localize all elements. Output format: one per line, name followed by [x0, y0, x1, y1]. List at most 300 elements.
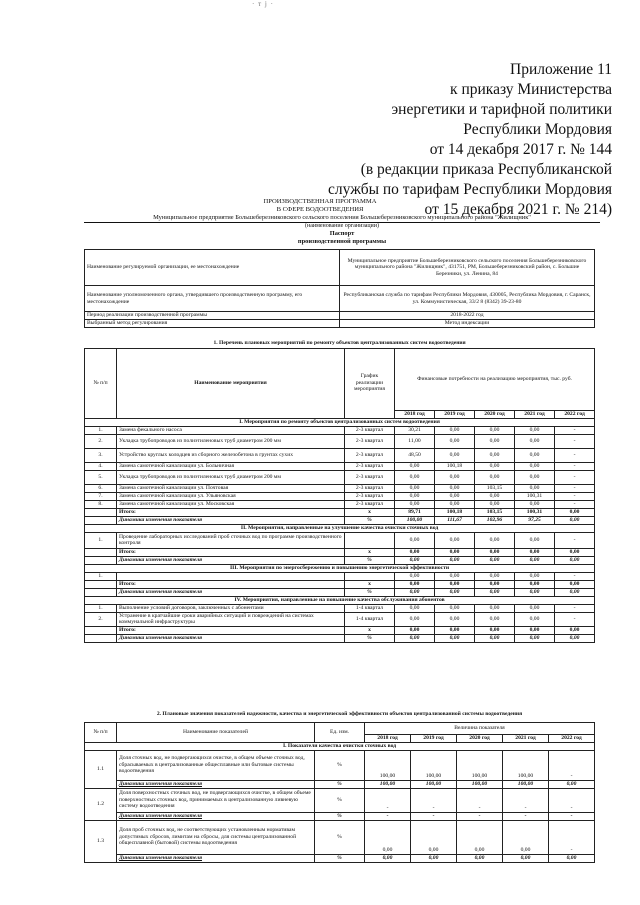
row-number: 4.	[85, 462, 117, 470]
finance-value: 0,00	[395, 612, 435, 626]
finance-value: 0,00	[515, 484, 555, 492]
dynamics-unit: %	[345, 516, 395, 524]
table-row	[85, 320, 595, 328]
finance-value: 0,00	[435, 484, 475, 492]
row-number: 7.	[85, 492, 117, 500]
finance-value: 0,00	[435, 572, 475, 580]
finance-value: 0,00	[515, 604, 555, 612]
measure-schedule: 1-4 квартал	[345, 612, 395, 626]
table-row	[85, 312, 595, 320]
col-header-unit: Ед. изм.	[315, 722, 365, 742]
finance-value: 0,00	[475, 532, 515, 548]
empty-cell	[85, 588, 117, 596]
total-label: Итого:	[117, 508, 345, 516]
section1-title: 1. Перечень плановых мероприятий по ремонту объектов централизованных систем водоотведения	[85, 338, 595, 348]
dynamics-value: 0,00	[555, 516, 595, 524]
measure-name: Замена самотечной канализации ул. Ульяновская	[117, 492, 345, 500]
finance-value: -	[555, 434, 595, 448]
indicator-unit: %	[315, 750, 365, 780]
organization-block	[84, 214, 600, 245]
finance-value: -	[555, 470, 595, 484]
row-number: 5.	[85, 470, 117, 484]
measure-name: Проведение лабораторных исследований проб сточных вод по программе производственного контроля	[117, 532, 345, 548]
finance-value: -	[555, 492, 595, 500]
program-title	[70, 198, 570, 214]
finance-value: 0,00	[395, 484, 435, 492]
appendix-header	[328, 60, 612, 220]
dynamics-value: 0,00	[549, 854, 595, 862]
row-number: 2.	[85, 434, 117, 448]
dynamics-value: -	[503, 812, 549, 820]
table-row	[85, 750, 595, 780]
finance-value: -	[555, 462, 595, 470]
finance-value: 100,18	[435, 462, 475, 470]
table-row	[85, 820, 595, 854]
finance-value: 0,00	[515, 532, 555, 548]
finance-value: 0,00	[475, 434, 515, 448]
dynamics-value: 0,00	[515, 634, 555, 642]
group-title: III. Мероприятия по энергосбережению и повышению энергетической эффективности	[85, 564, 595, 572]
col-header-num: № п/п	[85, 722, 117, 742]
measure-schedule: 2-3 квартал	[345, 426, 395, 434]
section2-title: 2. Плановые значения показателей надежности, качества и энергетической эффективности объектов централизованной системы водоотведения	[85, 706, 595, 722]
dynamics-value: 0,00	[475, 556, 515, 564]
header-line: (в редакции приказа Республиканской	[360, 161, 612, 178]
row-number: 1.2	[85, 788, 117, 820]
total-value: 89,71	[395, 508, 435, 516]
passport-value: Муниципальное предприятие Большеберезниковского сельского поселения Большеберезниковского муниципального района "Жилищник", 431751, РМ, Большеберезниковский район, с. Большие Березники, ул. Ленина, 84	[340, 250, 595, 286]
passport-label: Наименование уполномоченного органа, утвердившего производственную программу, его местонахождение	[85, 286, 340, 312]
col-header-values: Величина показателя	[365, 722, 595, 734]
measure-name: Замена самотечной канализации ул. Московская	[117, 500, 345, 508]
row-number: 1.	[85, 604, 117, 612]
measure-name: Замена самотечной канализации ул. Больничная	[117, 462, 345, 470]
finance-value: 0,00	[435, 426, 475, 434]
finance-value: 0,00	[475, 500, 515, 508]
dynamics-value: 0,00	[395, 588, 435, 596]
dynamics-value: 0,00	[435, 588, 475, 596]
dynamics-value: 100,00	[457, 780, 503, 788]
passport-table	[84, 249, 595, 328]
indicators-table	[84, 706, 595, 863]
table-row	[85, 338, 595, 348]
finance-value: 100,31	[515, 492, 555, 500]
dynamics-value: -	[457, 812, 503, 820]
finance-value: 0,00	[435, 612, 475, 626]
dynamics-label: Динамика изменения показателя	[117, 854, 315, 862]
header-line: Приложение 11	[510, 61, 612, 78]
finance-value: 0,00	[435, 434, 475, 448]
dynamics-row	[85, 556, 595, 564]
table-row	[85, 470, 595, 484]
empty-cell	[85, 580, 117, 588]
dynamics-unit: %	[315, 780, 365, 788]
col-header-year: 2022 год	[549, 734, 595, 742]
finance-value: -	[555, 448, 595, 462]
finance-value: 0,00	[475, 426, 515, 434]
indicator-rows	[85, 750, 595, 862]
dynamics-row	[85, 780, 595, 788]
indicator-name: Доля проб сточных вод, не соответствующих установленным нормативам допустимых сбросов, лимитам на сбросы, для системы централизованной общесплавной (бытовой) системы водоотведения	[117, 820, 315, 854]
indicator-value: -	[549, 750, 595, 780]
dynamics-value: 0,00	[395, 556, 435, 564]
indicator-value: 0,00	[411, 820, 457, 854]
measure-schedule: 2-3 квартал	[345, 484, 395, 492]
finance-value: 103,15	[475, 484, 515, 492]
finance-value: 0,00	[475, 492, 515, 500]
table-row	[85, 572, 595, 580]
table-header-row	[85, 348, 595, 410]
finance-value: 30,21	[395, 426, 435, 434]
table-row	[85, 788, 595, 812]
total-row	[85, 508, 595, 516]
group-title: II. Мероприятия, направленные на улучшение качества очистки сточных вод	[85, 524, 595, 532]
total-label: Итого:	[117, 548, 345, 556]
dynamics-value: 100,00	[395, 516, 435, 524]
indicator-value: -	[457, 788, 503, 812]
dynamics-value: -	[549, 812, 595, 820]
dynamics-label: Динамика изменения показателя	[117, 812, 315, 820]
table-row	[85, 484, 595, 492]
finance-value: 0,00	[435, 532, 475, 548]
dynamics-value: 0,00	[475, 634, 515, 642]
dynamics-value: 0,00	[515, 588, 555, 596]
col-header-name: Наименование мероприятия	[117, 348, 345, 418]
total-unit: х	[345, 580, 395, 588]
dynamics-value: 0,00	[457, 854, 503, 862]
program-title-line2: В СФЕРЕ ВОДООТВЕДЕНИЯ	[276, 206, 364, 213]
row-number: 1.3	[85, 820, 117, 862]
total-value: 0,00	[515, 548, 555, 556]
indicator-value: -	[503, 788, 549, 812]
header-line: энергетики и тарифной политики	[391, 101, 612, 118]
finance-value: 0,00	[435, 448, 475, 462]
finance-value: 0,00	[475, 470, 515, 484]
indicator-value: -	[365, 788, 411, 812]
header-line: от 14 декабря 2017 г. № 144	[429, 141, 612, 158]
dynamics-value: 102,96	[475, 516, 515, 524]
measure-name: Замена фекального насоса	[117, 426, 345, 434]
finance-value: 48,50	[395, 448, 435, 462]
dynamics-label: Динамика изменения показателя	[117, 516, 345, 524]
total-row	[85, 626, 595, 634]
dynamics-label: Динамика изменения показателя	[117, 588, 345, 596]
col-header-year: 2018 год	[395, 410, 435, 418]
total-value: 0,00	[475, 580, 515, 588]
table-row	[85, 426, 595, 434]
finance-value: 0,00	[515, 462, 555, 470]
dynamics-value: 0,00	[549, 780, 595, 788]
total-value: 0,00	[395, 626, 435, 634]
total-value: 0,00	[555, 548, 595, 556]
header-line: службы по тарифам Республики Мордовия	[328, 181, 612, 198]
col-header-year: 2019 год	[411, 734, 457, 742]
finance-value: 0,00	[515, 448, 555, 462]
col-header-schedule: График реализации мероприятия	[345, 348, 395, 418]
measure-name: Укладка трубопроводов из полиэтиленовых труб диаметром 200 мм	[117, 470, 345, 484]
row-number: 1.	[85, 532, 117, 548]
passport-value: 2018-2022 год	[340, 312, 595, 320]
total-unit: х	[345, 508, 395, 516]
finance-value: 0,00	[515, 470, 555, 484]
indicator-value: 100,00	[411, 750, 457, 780]
dynamics-value: -	[411, 812, 457, 820]
col-header-year: 2018 год	[365, 734, 411, 742]
empty-cell	[85, 508, 117, 516]
top-stamp-mark: · т ј ·	[252, 0, 274, 8]
measure-schedule: 2-3 квартал	[345, 448, 395, 462]
measure-schedule: 1-4 квартал	[345, 604, 395, 612]
passport-label: Наименование регулируемой организации, ее местонахождение	[85, 250, 340, 286]
finance-value: 0,00	[515, 434, 555, 448]
dynamics-value: 0,00	[395, 634, 435, 642]
dynamics-label: Динамика изменения показателя	[117, 556, 345, 564]
col-header-num: № п/п	[85, 348, 117, 418]
energy-rows	[85, 572, 595, 580]
indicator-value: 100,00	[503, 750, 549, 780]
dynamics-row	[85, 634, 595, 642]
indicator-unit: %	[315, 820, 365, 854]
finance-value: 0,00	[395, 492, 435, 500]
col-header-year: 2020 год	[457, 734, 503, 742]
table-row	[85, 448, 595, 462]
dynamics-value: 97,25	[515, 516, 555, 524]
finance-value: 0,00	[515, 426, 555, 434]
total-label: Итого:	[117, 580, 345, 588]
finance-value: 0,00	[435, 470, 475, 484]
dynamics-value: 0,00	[555, 634, 595, 642]
row-number: 1.	[85, 572, 117, 580]
indicator-value: -	[549, 820, 595, 854]
finance-value: -	[555, 572, 595, 580]
group-row	[85, 564, 595, 572]
finance-value: 0,00	[395, 470, 435, 484]
header-line: от 15 декабря 2021 г. № 214)	[424, 201, 612, 218]
dynamics-value: 0,00	[411, 854, 457, 862]
total-value: 0,00	[395, 580, 435, 588]
empty-cell	[85, 626, 117, 634]
total-row	[85, 548, 595, 556]
indicator-value: 100,00	[365, 750, 411, 780]
group-title: IV. Мероприятия, направленные на повышение качества обслуживания абонентов	[85, 596, 595, 604]
total-value: 0,00	[555, 508, 595, 516]
finance-value: 0,00	[435, 604, 475, 612]
col-header-year: 2021 год	[503, 734, 549, 742]
finance-value: 0,00	[515, 500, 555, 508]
finance-value: 0,00	[475, 572, 515, 580]
dynamics-row	[85, 812, 595, 820]
dynamics-value: -	[365, 812, 411, 820]
table-row	[85, 492, 595, 500]
finance-value: 0,00	[475, 604, 515, 612]
finance-value: 0,00	[395, 500, 435, 508]
dynamics-value: 0,00	[515, 556, 555, 564]
measures-rows	[85, 426, 595, 508]
total-unit: х	[345, 626, 395, 634]
table-row	[85, 286, 595, 312]
finance-value: -	[555, 532, 595, 548]
dynamics-row	[85, 516, 595, 524]
total-value: 0,00	[515, 626, 555, 634]
total-value: 0,00	[555, 580, 595, 588]
header-line: Республики Мордовия	[463, 121, 612, 138]
dynamics-value: 111,67	[435, 516, 475, 524]
finance-value: 0,00	[475, 612, 515, 626]
total-value: 0,00	[555, 626, 595, 634]
col-header-year: 2019 год	[435, 410, 475, 418]
finance-value: 0,00	[395, 462, 435, 470]
program-title-line1: ПРОИЗВОДСТВЕННАЯ ПРОГРАММА	[263, 198, 377, 205]
group-title: I. Показатели качества очистки сточных вод	[85, 742, 595, 750]
dynamics-value: 100,00	[503, 780, 549, 788]
total-value: 0,00	[515, 580, 555, 588]
indicator-value: -	[411, 788, 457, 812]
col-header-year: 2022 год	[555, 410, 595, 418]
dynamics-value: 0,00	[503, 854, 549, 862]
dynamics-value: 0,00	[365, 854, 411, 862]
passport-label: Период реализации производственной программы	[85, 312, 340, 320]
finance-value: 0,00	[475, 462, 515, 470]
finance-value: -	[555, 500, 595, 508]
dynamics-value: 0,00	[555, 556, 595, 564]
measure-name: Укладка трубопроводов из полиэтиленовых труб диаметром 200 мм	[117, 434, 345, 448]
col-header-year: 2020 год	[475, 410, 515, 418]
col-header-name: Наименование показателей	[117, 722, 315, 742]
col-header-year: 2021 год	[515, 410, 555, 418]
table-header-row	[85, 722, 595, 734]
group-row	[85, 742, 595, 750]
total-value: 0,00	[435, 626, 475, 634]
passport-title: Паспорт	[329, 230, 355, 237]
passport-label: Выбранный метод регулирования	[85, 320, 340, 328]
indicator-name: Доля сточных вод, не подвергающихся очистке, в общем объеме сточных вод, сбрасываемых в централизованные общесплавные или бытовые системы водоотведения	[117, 750, 315, 780]
row-number: 2.	[85, 612, 117, 626]
table-row	[85, 462, 595, 470]
measure-schedule: 2-3 квартал	[345, 500, 395, 508]
total-value: 100,18	[435, 508, 475, 516]
indicator-value: -	[549, 788, 595, 812]
finance-value: 0,00	[395, 604, 435, 612]
passport-value: Метод индексации	[340, 320, 595, 328]
total-value: 0,00	[395, 548, 435, 556]
table-row	[85, 612, 595, 626]
row-number: 1.1	[85, 750, 117, 788]
header-line: к приказу Министерства	[450, 81, 612, 98]
finance-value: 0,00	[395, 532, 435, 548]
row-number: 1.	[85, 426, 117, 434]
organization-name: Муниципальное предприятие Большеберезниковского сельского поселения Большеберезниковского муниципального района "Жилищник"	[84, 214, 600, 223]
measure-schedule: 2-3 квартал	[345, 434, 395, 448]
dynamics-label: Динамика изменения показателя	[117, 780, 315, 788]
service-rows	[85, 604, 595, 626]
measure-schedule	[345, 572, 395, 580]
finance-value: 0,00	[435, 500, 475, 508]
table-row	[85, 706, 595, 722]
measure-name	[117, 572, 345, 580]
group-title: I. Мероприятия по ремонту объектов централизованных систем водоотведения	[85, 418, 595, 426]
total-value: 0,00	[475, 548, 515, 556]
row-number: 3.	[85, 448, 117, 462]
measure-name: Устранение в кратчайшие сроки аварийных ситуаций и повреждений на системах коммунальной инфраструктуры	[117, 612, 345, 626]
dynamics-value: 0,00	[555, 588, 595, 596]
group-row	[85, 596, 595, 604]
measures-table	[84, 338, 595, 643]
finance-value: 0,00	[515, 572, 555, 580]
row-number: 8.	[85, 500, 117, 508]
empty-cell	[85, 634, 117, 642]
finance-value: 0,00	[475, 448, 515, 462]
dynamics-unit: %	[345, 588, 395, 596]
total-value: 103,15	[475, 508, 515, 516]
measure-schedule: 2-3 квартал	[345, 470, 395, 484]
measure-name: Устройство круглых колодцев из сборного железобетона в грунтах сухих	[117, 448, 345, 462]
measure-name: Замена самотечной канализации ул. Почтовая	[117, 484, 345, 492]
empty-cell	[85, 548, 117, 556]
dynamics-label: Динамика изменения показателя	[117, 634, 345, 642]
row-number: 6.	[85, 484, 117, 492]
finance-value: 0,00	[515, 612, 555, 626]
total-unit: х	[345, 548, 395, 556]
organization-caption: (наименование организации)	[305, 222, 379, 229]
dynamics-value: 0,00	[475, 588, 515, 596]
total-value: 0,00	[475, 626, 515, 634]
measure-name: Выполнение условий договоров, заключенных с абонентами	[117, 604, 345, 612]
finance-value: 0,00	[435, 492, 475, 500]
total-value: 0,00	[435, 548, 475, 556]
indicator-value: 0,00	[503, 820, 549, 854]
empty-cell	[85, 556, 117, 564]
table-row	[85, 532, 595, 548]
measure-schedule: 2-3 квартал	[345, 462, 395, 470]
col-header-finance: Финансовые потребности на реализацию мероприятия, тыс. руб.	[395, 348, 595, 410]
dynamics-unit: %	[315, 854, 365, 862]
dynamics-value: 0,00	[435, 556, 475, 564]
total-value: 0,00	[435, 580, 475, 588]
dynamics-value: 100,00	[411, 780, 457, 788]
indicator-value: 100,00	[457, 750, 503, 780]
passport-subtitle: производственной программы	[297, 237, 387, 245]
dynamics-unit: %	[345, 556, 395, 564]
measure-schedule: 2-3 квартал	[345, 492, 395, 500]
passport-value: Республиканская служба по тарифам Республики Мордовия, 430005, Республика Мордовия, г. Саранск, ул. Коммунистическая, 33/2 8 (8342) 39-23-80	[340, 286, 595, 312]
dynamics-value: 0,00	[435, 634, 475, 642]
table-row	[85, 604, 595, 612]
finance-value: -	[555, 484, 595, 492]
group-row	[85, 524, 595, 532]
dynamics-row	[85, 588, 595, 596]
total-value: 100,31	[515, 508, 555, 516]
finance-value: 0,00	[395, 572, 435, 580]
indicator-unit: %	[315, 788, 365, 812]
dynamics-value: 100,00	[365, 780, 411, 788]
indicator-value: 0,00	[457, 820, 503, 854]
group-row	[85, 418, 595, 426]
dynamics-unit: %	[315, 812, 365, 820]
dynamics-unit: %	[345, 634, 395, 642]
indicator-name: Доля поверхностных сточных вод, не подвергающихся очистке, в общем объеме поверхностных сточных вод, принимаемых в централизованную ливневую систему водоотведения	[117, 788, 315, 812]
finance-value: -	[555, 612, 595, 626]
table-row	[85, 250, 595, 286]
table-row	[85, 434, 595, 448]
indicator-value: 0,00	[365, 820, 411, 854]
finance-value: 11,00	[395, 434, 435, 448]
total-row	[85, 580, 595, 588]
total-label: Итого:	[117, 626, 345, 634]
finance-value: -	[555, 604, 595, 612]
finance-value: -	[555, 426, 595, 434]
table-row	[85, 500, 595, 508]
dynamics-row	[85, 854, 595, 862]
